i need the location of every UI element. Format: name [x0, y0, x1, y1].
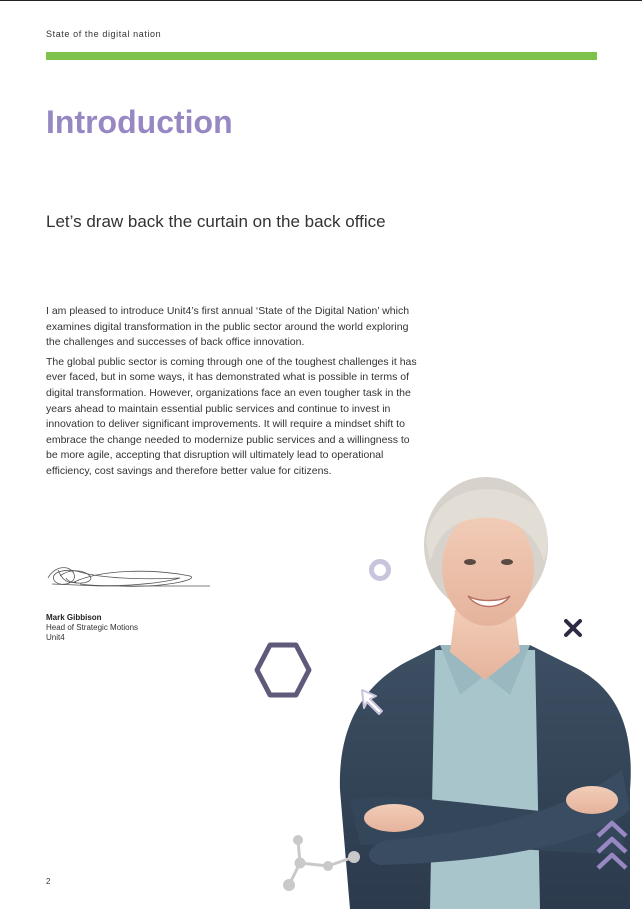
- chevrons-up-icon: [593, 816, 631, 876]
- signatory-name: Mark Gibbison: [46, 613, 102, 622]
- accent-bar: [46, 52, 597, 60]
- top-rule: [0, 0, 642, 1]
- intro-body: [46, 304, 418, 484]
- page-subtitle: Let’s draw back the curtain on the back office: [46, 212, 386, 231]
- signature: [40, 556, 215, 596]
- molecule-shape: [278, 830, 368, 895]
- page-title: Introduction: [46, 104, 233, 140]
- cursor-arrow-icon: [356, 686, 390, 720]
- paragraph: I am pleased to introduce Unit4’s first annual ‘State of the Digital Nation’ which examines digital transformation in the public sector around the world exploring the challenges and successes of back office innovation.: [46, 305, 410, 349]
- paragraph: The global public sector is coming through one of the toughest challenges it has ever faced, but in some ways, it has demonstrated what is possible in terms of digital transformation. However, organizations face an even tougher task in the years ahead to maintain essential public services and continue to invest in innovation to deliver significant improvements. It will require a mindset shift to embrace the change needed to modernize public services and a willingness to be more agile, accepting that disruption will ultimately lead to operational efficiency, cost savings and therefore better value for citizens.: [46, 355, 417, 477]
- page-number: 2: [46, 877, 51, 886]
- hexagon-shape: [253, 641, 313, 699]
- signatory-role: Head of Strategic Motions: [46, 623, 139, 632]
- signatory-org: Unit4: [46, 633, 65, 642]
- header-label: State of the digital nation: [46, 29, 162, 39]
